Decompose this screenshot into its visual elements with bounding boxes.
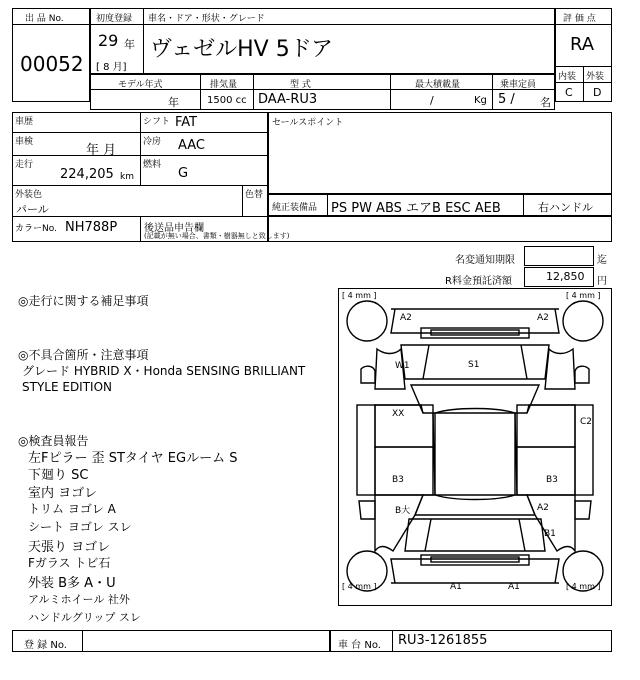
recycle-unit: 円 [597, 276, 607, 287]
rating-label: 評 価 点 [563, 14, 596, 24]
rating-value: RA [570, 34, 595, 55]
handle: 右ハンドル [538, 201, 593, 214]
damage-mark: B大 [395, 506, 411, 516]
inspection-value: 年 月 [86, 143, 117, 158]
driving-heading: ◎走行に関する補足事項 [18, 294, 149, 308]
tire-front-right: [ 4 mm ] [566, 291, 601, 300]
mileage-unit: km [120, 172, 134, 182]
damage-mark: B3 [546, 475, 558, 485]
max-load-unit: Kg [474, 95, 487, 106]
car-name: ヴェゼルHV 5ドア [150, 37, 334, 62]
defects-heading: ◎不具合箇所・注意事項 [18, 348, 149, 362]
exterior-grade: D [593, 86, 602, 99]
inspector-line: 室内 ヨゴレ [28, 486, 98, 501]
ext-color: パール [16, 203, 49, 216]
lot-number-label: 出 品 No. [25, 14, 64, 24]
shift: FAT [175, 115, 198, 130]
name-change-unit: 迄 [597, 255, 607, 266]
model-year-label: モデル年式 [118, 80, 163, 90]
ext-color-label: 外装色 [15, 190, 43, 200]
interior-label: 内装 [558, 72, 577, 82]
first-registration-label: 初度登録 [96, 14, 133, 24]
ac-label: 冷房 [143, 137, 162, 147]
inspector-line: Fガラス トビ石 [28, 556, 111, 570]
damage-mark: A2 [400, 313, 412, 323]
capacity: 5 / [498, 92, 515, 107]
damage-mark: A2 [537, 503, 549, 513]
car-diagram [338, 288, 612, 606]
sales-point-label: セールスポイント [272, 118, 344, 128]
mileage-label: 走行 [15, 160, 34, 170]
car-outline-drawing [339, 289, 611, 605]
tire-front-left: [ 4 mm ] [342, 291, 377, 300]
chassis-no: RU3-1261855 [398, 633, 488, 648]
history-label: 車歴 [15, 117, 34, 127]
ac: AAC [178, 138, 205, 153]
damage-mark: W1 [395, 361, 410, 371]
capacity-unit: 名 [540, 96, 551, 109]
name-change-box [524, 246, 594, 266]
exterior-label: 外装 [586, 72, 605, 82]
inspection-label: 車検 [15, 137, 34, 147]
inspector-heading: ◎検査員報告 [18, 434, 89, 448]
inspector-line: アルミホイール 社外 [28, 593, 130, 606]
recycle-amount: 12,850 [546, 270, 585, 283]
car-name-label: 車名・ドア・形状・グレード [148, 14, 265, 24]
damage-mark: B3 [392, 475, 404, 485]
damage-mark: A1 [508, 582, 520, 592]
defects-line-2: STYLE EDITION [22, 380, 113, 394]
equipment-label: 純正装備品 [272, 203, 318, 213]
inspector-line: ハンドルグリップ スレ [28, 611, 141, 624]
name-change-label: 名変通知期限 [455, 255, 515, 266]
model-code-label: 型 式 [290, 80, 311, 90]
repaint-label: 色替 [245, 190, 264, 200]
lot-number: 00052 [20, 52, 84, 76]
capacity-label: 乗車定員 [500, 80, 537, 90]
color-no-label: カラーNo. [15, 224, 57, 234]
max-load-label: 最大積載量 [415, 80, 461, 90]
displacement: 1500 cc [207, 95, 247, 106]
registration-month: [ 8 月] [96, 62, 127, 73]
tire-rear-left: [ 4 mm ] [342, 582, 377, 591]
damage-mark: S1 [468, 360, 480, 370]
displacement-label: 排気量 [210, 80, 238, 90]
registration-no-label: 登 録 No. [24, 640, 67, 651]
damage-mark: C2 [580, 417, 593, 427]
defects-line-1: グレード HYBRID X・Honda SENSING BRILLIANT [22, 364, 306, 378]
tire-rear-right: [ 4 mm ] [566, 582, 601, 591]
damage-mark: A2 [537, 313, 549, 323]
chassis-no-label: 車 台 No. [338, 640, 381, 651]
inspector-line: 左Fピラー 歪 STタイヤ EGルーム S [28, 451, 238, 466]
registration-year-unit: 年 [124, 38, 135, 51]
inspector-line: トリム ヨゴレ A [28, 502, 116, 516]
mileage: 224,205 [60, 167, 114, 182]
inspector-line: 下廻り SC [28, 468, 89, 483]
aftermarket-label: 後送品申告欄 [144, 223, 204, 234]
max-load: / [430, 94, 434, 107]
shift-label: シフト [143, 117, 171, 127]
aftermarket-right-box [268, 216, 612, 242]
interior-grade: C [565, 86, 573, 99]
fuel: G [178, 166, 189, 181]
model-code: DAA-RU3 [258, 92, 318, 107]
equipment: PS PW ABS エアB ESC AEB [331, 201, 501, 216]
color-no: NH788P [65, 220, 118, 235]
model-year-unit: 年 [168, 96, 179, 109]
aftermarket-note: (記載が無い場合、書類・樹器無しと致します) [144, 232, 290, 240]
inspector-line: 外装 B多 A・U [28, 576, 116, 591]
damage-mark: B1 [544, 529, 556, 539]
recycle-label: R料金預託済額 [445, 276, 512, 287]
registration-year: 29 [98, 31, 119, 50]
fuel-label: 燃料 [143, 160, 162, 170]
damage-mark: A1 [450, 582, 462, 592]
inspector-line: シート ヨゴレ スレ [28, 520, 132, 534]
inspector-line: 天張り ヨゴレ [28, 540, 111, 555]
damage-mark: XX [392, 409, 405, 419]
